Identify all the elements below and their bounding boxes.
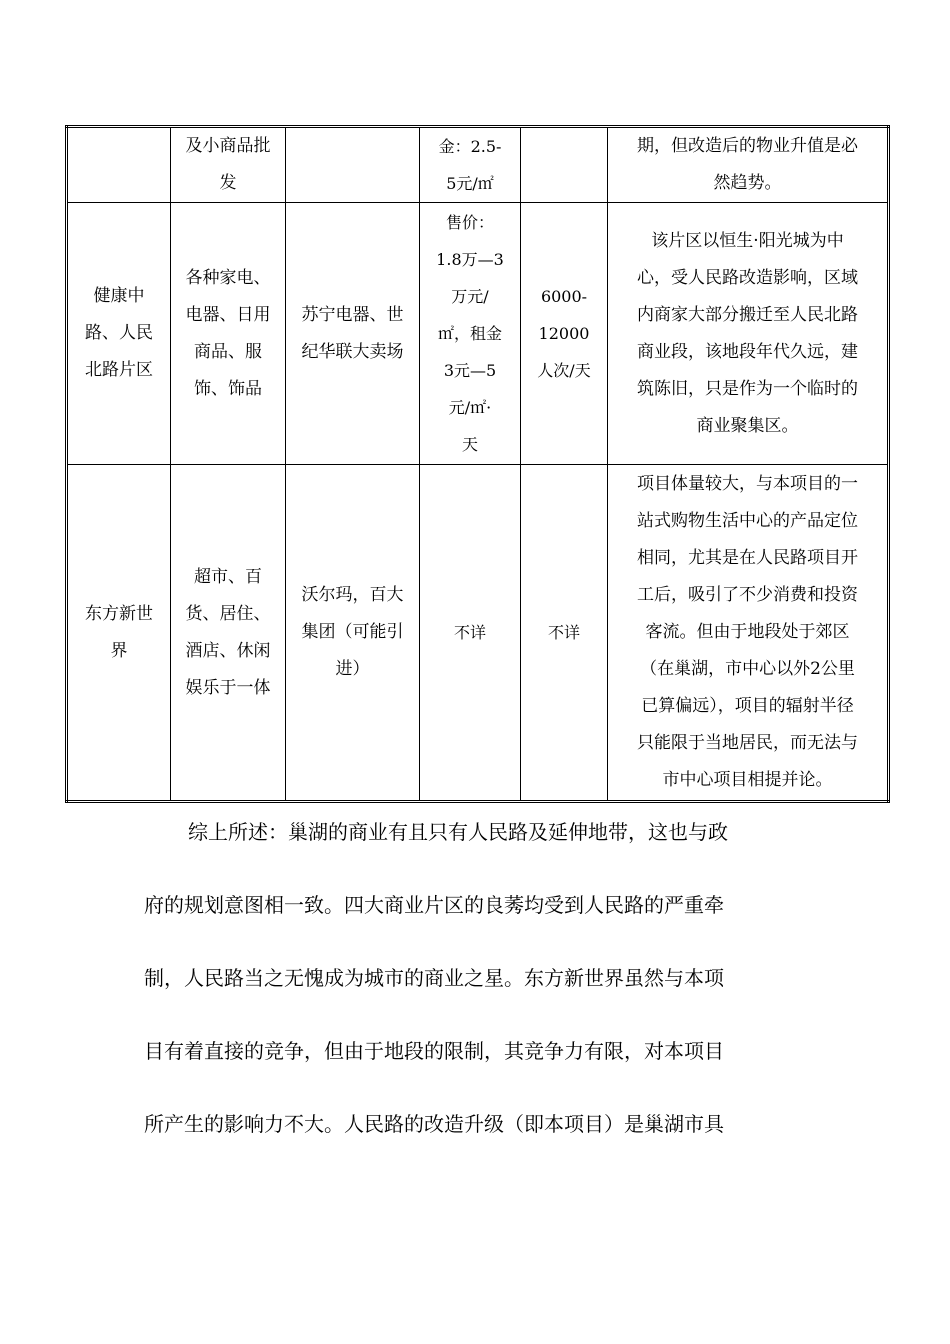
- cell-area: [67, 127, 171, 203]
- table-body: [67, 127, 889, 802]
- paragraph-line: 所产生的影响力不大。人民路的改造升级（即本项目）是巢湖市具: [144, 1112, 724, 1136]
- cell-line: 万元/: [451, 287, 489, 306]
- cell-line: 及小商品批: [185, 136, 271, 156]
- cell-line: 项目体量较大，与本项目的一: [637, 474, 858, 494]
- cell-text: [292, 297, 413, 371]
- cell-line: 不详: [547, 623, 580, 642]
- cell-remark: [608, 465, 889, 802]
- cell-remark: [608, 127, 889, 203]
- cell-anchor: [286, 127, 420, 203]
- cell-line: 电器、日用: [185, 304, 271, 325]
- cell-line: 然趋势。: [713, 173, 782, 193]
- cell-text: [177, 559, 279, 707]
- cell-area: [67, 465, 171, 802]
- cell-line: 不详: [453, 623, 486, 642]
- cell-business: [171, 465, 286, 802]
- cell-line: 5元/㎡: [446, 174, 494, 193]
- cell-line: 东方新世: [85, 603, 153, 624]
- cell-line: 工后，吸引了不少消费和投资: [637, 585, 858, 605]
- cell-traffic: [521, 203, 608, 465]
- cell-line: 沃尔玛，百大: [301, 585, 404, 605]
- cell-line: 3元—5: [443, 361, 497, 380]
- paragraph-line: 府的规划意图相一致。四大商业片区的良莠均受到人民路的严重牵: [144, 893, 724, 917]
- cell-line: 期，但改造后的物业升值是必: [637, 136, 858, 156]
- cell-line: 娱乐于一体: [185, 677, 271, 698]
- cell-business: [171, 203, 286, 465]
- commercial-area-table: [65, 125, 890, 803]
- cell-anchor: [286, 203, 420, 465]
- cell-line: 12000: [538, 324, 590, 343]
- cell-traffic: [521, 127, 608, 203]
- cell-line: 商业段，该地段年代久远，建: [637, 341, 858, 362]
- cell-area: [67, 203, 171, 465]
- cell-line: 6000-: [540, 287, 588, 306]
- cell-text: [426, 204, 514, 463]
- cell-line: 货、居住、: [185, 603, 271, 624]
- cell-line: （在巢湖，市中心以外2公里: [640, 659, 855, 679]
- cell-text: [74, 596, 164, 670]
- cell-line: 金：2.5-: [438, 137, 502, 156]
- cell-line: 市中心项目相提并论。: [662, 770, 833, 790]
- cell-business: [171, 127, 286, 203]
- cell-line: 路、人民: [85, 323, 153, 343]
- cell-line: ㎡，租金: [437, 324, 502, 343]
- cell-line: 苏宁电器、世: [301, 304, 404, 325]
- cell-line: 进）: [335, 659, 370, 679]
- cell-line: 纪华联大卖场: [301, 341, 404, 362]
- cell-text: [426, 128, 514, 202]
- cell-line: 已算偏远），项目的辐射半径: [641, 696, 854, 716]
- cell-line: 筑陈旧，只是作为一个临时的: [637, 378, 858, 399]
- cell-line: 相同，尤其是在人民路项目开: [637, 548, 858, 568]
- cell-line: 人次/天: [537, 361, 591, 380]
- cell-line: 该片区以恒生·阳光城为中: [651, 230, 844, 251]
- cell-text: [614, 128, 881, 202]
- cell-line: 只能限于当地居民，而无法与: [637, 733, 858, 753]
- cell-remark: [608, 203, 889, 465]
- cell-line: 超市、百: [194, 566, 262, 587]
- cell-text: [527, 614, 601, 651]
- cell-line: 站式购物生活中心的产品定位: [637, 511, 858, 531]
- cell-line: 商品、服: [194, 341, 262, 362]
- cell-text: [292, 577, 413, 688]
- cell-line: 酒店、休闲: [185, 640, 271, 661]
- cell-text: [614, 223, 881, 445]
- cell-line: 心，受人民路改造影响，区域: [637, 267, 858, 288]
- cell-line: 内商家大部分搬迁至人民北路: [637, 304, 858, 325]
- cell-line: 健康中: [93, 286, 145, 306]
- cell-text: [177, 260, 279, 408]
- table-row: [67, 465, 889, 802]
- cell-line: 商业聚集区。: [696, 415, 799, 436]
- cell-line: 元/㎡·: [448, 398, 492, 417]
- cell-anchor: [286, 465, 420, 802]
- cell-price: [420, 465, 521, 802]
- cell-line: 各种家电、: [185, 267, 271, 288]
- cell-line: 售价：: [445, 213, 494, 232]
- cell-line: 1.8万—3: [436, 250, 504, 269]
- cell-line: 客流。但由于地段处于郊区: [645, 622, 850, 642]
- cell-price: [420, 203, 521, 465]
- cell-text: [527, 278, 601, 389]
- cell-price: [420, 127, 521, 203]
- cell-line: 集团（可能引: [301, 622, 404, 642]
- cell-line: 发: [219, 173, 237, 193]
- cell-text: [614, 466, 881, 799]
- paragraph-line: 制，人民路当之无愧成为城市的商业之星。东方新世界虽然与本项: [144, 966, 724, 990]
- cell-line: 界: [110, 640, 128, 661]
- cell-traffic: [521, 465, 608, 802]
- cell-line: 天: [461, 435, 478, 454]
- cell-text: [426, 614, 514, 651]
- table-row: [67, 127, 889, 203]
- paragraph-line: 目有着直接的竞争，但由于地段的限制，其竞争力有限，对本项目: [144, 1039, 724, 1063]
- cell-text: [74, 278, 164, 389]
- cell-text: [177, 128, 279, 202]
- paragraph-line: 综上所述：巢湖的商业有且只有人民路及延伸地带，这也与政: [188, 820, 728, 844]
- cell-line: 饰、饰品: [194, 378, 262, 399]
- table-row: [67, 203, 889, 465]
- cell-line: 北路片区: [85, 360, 153, 380]
